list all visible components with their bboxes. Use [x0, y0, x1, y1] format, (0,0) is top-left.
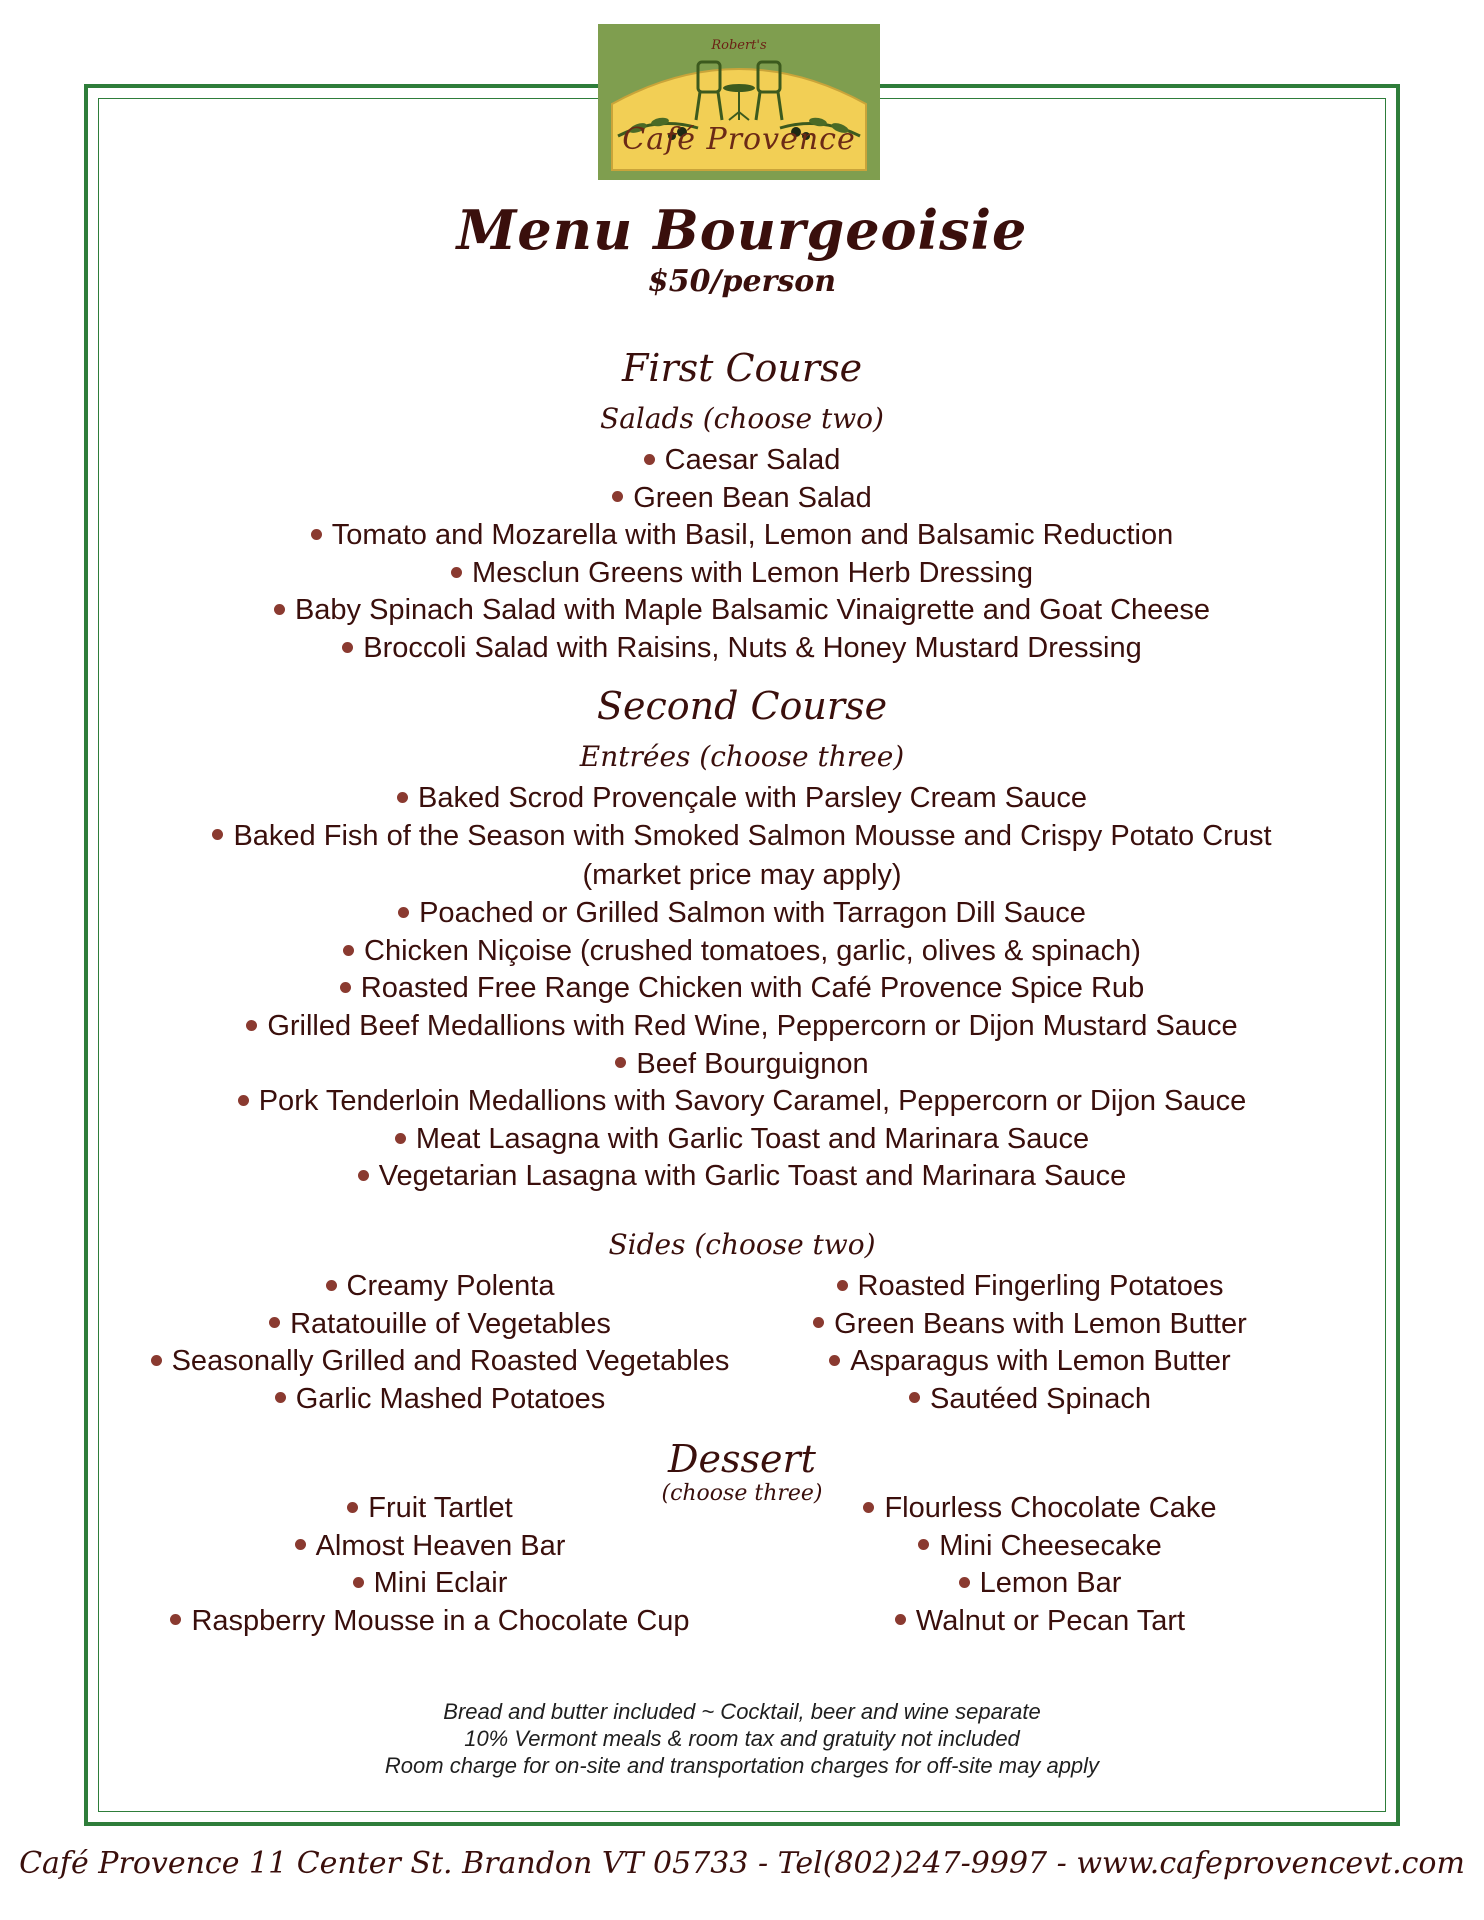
dessert-subheading: (choose three): [661, 1481, 823, 1506]
bullet-icon: [212, 829, 223, 840]
bullet-icon: [615, 1057, 626, 1068]
bullet-icon: [343, 945, 354, 956]
bullet-icon: [238, 1095, 249, 1106]
bullet-icon: [398, 907, 409, 918]
sides-subheading: Sides (choose two): [608, 1228, 876, 1261]
list-item: Almost Heaven Bar: [160, 1528, 700, 1566]
bullet-icon: [326, 1280, 337, 1291]
list-item: Meat Lasagna with Garlic Toast and Marinara Sauce: [0, 1121, 1484, 1159]
list-item: Fruit Tartlet: [160, 1490, 700, 1528]
list-item: Seasonally Grilled and Roasted Vegetables: [140, 1343, 740, 1381]
bullet-icon: [353, 1577, 364, 1588]
second-course-heading: Second Course: [596, 684, 888, 728]
bullet-icon: [451, 567, 462, 578]
bullet-icon: [644, 454, 655, 465]
list-item: Broccoli Salad with Raisins, Nuts & Honey Mustard Dressing: [0, 630, 1484, 668]
list-item: Pork Tenderloin Medallions with Savory Caramel, Peppercorn or Dijon Sauce: [0, 1083, 1484, 1121]
bullet-icon: [837, 1280, 848, 1291]
list-item: Vegetarian Lasagna with Garlic Toast and Marinara Sauce: [0, 1158, 1484, 1196]
bullet-icon: [340, 982, 351, 993]
bullet-icon: [311, 529, 322, 540]
list-item: Walnut or Pecan Tart: [800, 1603, 1280, 1641]
note-line: 10% Vermont meals & room tax and gratuity not included: [464, 1726, 1020, 1751]
footer-notes: [0, 1698, 1484, 1779]
second-course-list: [0, 780, 1484, 1196]
bullet-icon: [895, 1614, 906, 1625]
address-line: Café Provence 11 Center St. Brandon VT 05733 - Tel(802)247-9997 - www.cafeprovencevt.com: [19, 1846, 1465, 1881]
bullet-icon: [170, 1614, 181, 1625]
dessert-right-list: [800, 1490, 1280, 1640]
bullet-icon: [342, 642, 353, 653]
list-item: Mini Cheesecake: [800, 1528, 1280, 1566]
list-item: Flourless Chocolate Cake: [800, 1490, 1280, 1528]
list-item: Green Bean Salad: [0, 480, 1484, 518]
bullet-icon: [813, 1317, 824, 1328]
note-line: Bread and butter included ~ Cocktail, beer and wine separate: [443, 1699, 1041, 1724]
list-item: Ratatouille of Vegetables: [140, 1306, 740, 1344]
second-course-subheading: Entrées (choose three): [579, 740, 905, 773]
list-item: Roasted Free Range Chicken with Café Provence Spice Rub: [0, 970, 1484, 1008]
cafe-provence-logo: [598, 24, 880, 180]
bullet-icon: [959, 1577, 970, 1588]
list-item: Roasted Fingerling Potatoes: [780, 1268, 1280, 1306]
dessert-heading: Dessert: [668, 1437, 816, 1481]
list-item: Lemon Bar: [800, 1565, 1280, 1603]
list-item: Raspberry Mousse in a Chocolate Cup: [160, 1603, 700, 1641]
first-course-heading: First Course: [621, 346, 863, 390]
bullet-icon: [829, 1355, 840, 1366]
first-course-list: [0, 442, 1484, 668]
bullet-icon: [918, 1539, 929, 1550]
fish-note: (market price may apply): [582, 859, 902, 892]
bullet-icon: [909, 1392, 920, 1403]
list-item: Caesar Salad: [0, 442, 1484, 480]
bullet-icon: [397, 792, 408, 803]
bullet-icon: [151, 1355, 162, 1366]
menu-title: Menu Bourgeoisie: [456, 198, 1028, 262]
bullet-icon: [246, 1020, 257, 1031]
sides-left-list: [140, 1268, 740, 1418]
list-item: Mini Eclair: [160, 1565, 700, 1603]
logo-name-text: Café Provence: [622, 122, 856, 157]
list-item: Baked Fish of the Season with Smoked Salmon Mousse and Crispy Potato Crust: [0, 818, 1484, 856]
list-item: Creamy Polenta: [140, 1268, 740, 1306]
bullet-icon: [275, 1392, 286, 1403]
list-item: Tomato and Mozarella with Basil, Lemon and Balsamic Reduction: [0, 517, 1484, 555]
bullet-icon: [612, 491, 623, 502]
bullet-icon: [347, 1502, 358, 1513]
note-line: Room charge for on-site and transportation charges for off-site may apply: [384, 1753, 1100, 1778]
bullet-icon: [863, 1502, 874, 1513]
list-item: Baked Scrod Provençale with Parsley Cream Sauce: [0, 780, 1484, 818]
list-item: Garlic Mashed Potatoes: [140, 1381, 740, 1419]
list-item: Beef Bourguignon: [0, 1046, 1484, 1084]
list-item: Asparagus with Lemon Butter: [780, 1343, 1280, 1381]
list-item: Mesclun Greens with Lemon Herb Dressing: [0, 555, 1484, 593]
menu-price: $50/person: [647, 264, 837, 299]
list-item: Chicken Niçoise (crushed tomatoes, garlic, olives & spinach): [0, 933, 1484, 971]
dessert-left-list: [160, 1490, 700, 1640]
bullet-icon: [358, 1170, 369, 1181]
sides-right-list: [780, 1268, 1280, 1418]
bullet-icon: [274, 604, 285, 615]
bullet-icon: [269, 1317, 280, 1328]
list-item: Sautéed Spinach: [780, 1381, 1280, 1419]
list-item: Grilled Beef Medallions with Red Wine, Peppercorn or Dijon Mustard Sauce: [0, 1008, 1484, 1046]
bullet-icon: [395, 1133, 406, 1144]
list-item: Poached or Grilled Salmon with Tarragon Dill Sauce: [0, 895, 1484, 933]
list-item: Baby Spinach Salad with Maple Balsamic Vinaigrette and Goat Cheese: [0, 592, 1484, 630]
logo-top-text: Robert's: [711, 38, 767, 53]
first-course-subheading: Salads (choose two): [600, 402, 884, 435]
list-item: Green Beans with Lemon Butter: [780, 1306, 1280, 1344]
bullet-icon: [295, 1539, 306, 1550]
